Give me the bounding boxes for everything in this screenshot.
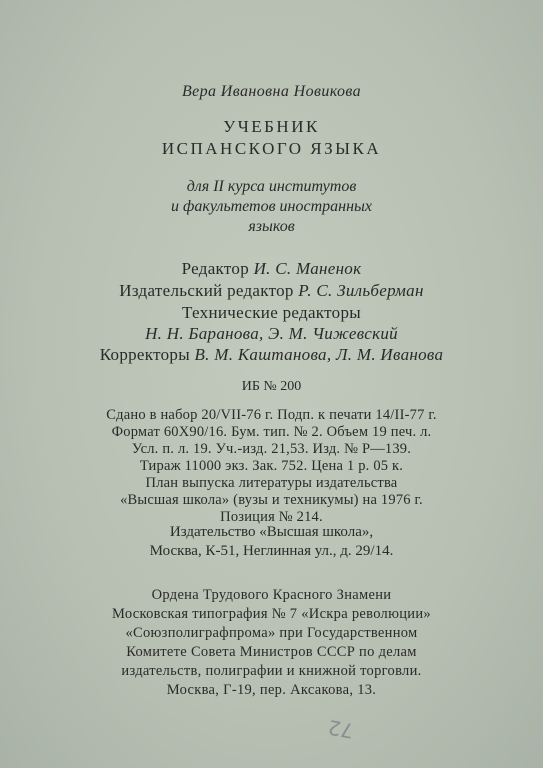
- printer-line-2: Московская типография № 7 «Искра революции»: [112, 606, 431, 622]
- imprint-line-7: Позиция № 214.: [220, 509, 323, 525]
- imprint-line-5: План выпуска литературы издательства: [145, 475, 398, 491]
- imprint-line-6: «Высшая школа» (вузы и техникумы) на 1976 г.: [120, 492, 423, 508]
- publishing-editor-credit: [0, 282, 543, 299]
- imprint-line-4: Тираж 11000 экз. Зак. 752. Цена 1 р. 05 к.: [139, 458, 404, 474]
- editor-label: Редактор: [181, 259, 249, 278]
- printer-line-5: издательств, полиграфии и книжной торговли.: [121, 663, 422, 679]
- handwritten-pencil-mark: 72: [326, 714, 356, 744]
- printer-line-3: «Союзполиграфпрома» при Государственном: [125, 625, 418, 641]
- author-name: Вера Ивановна Новикова: [181, 83, 362, 100]
- imprint-line-1: Сдано в набор 20/VII-76 г. Подп. к печати 14/II-77 г.: [106, 407, 437, 423]
- printer-line-6: Москва, Г-19, пер. Аксакова, 13.: [166, 682, 377, 698]
- proofreaders-label: Корректоры: [99, 345, 190, 364]
- printer-line-1: Ордена Трудового Красного Знамени: [151, 587, 392, 603]
- proofreaders-credit: [0, 346, 543, 363]
- editor-name: И. С. Маненок: [253, 259, 362, 278]
- publisher-line-1: Издательство «Высшая школа»,: [169, 524, 374, 540]
- printer-line-4: Комитете Совета Министров СССР по делам: [126, 644, 417, 660]
- proofreaders-names: В. М. Каштанова, Л. М. Иванова: [194, 345, 444, 364]
- tech-editors-label: Технические редакторы: [182, 303, 361, 322]
- imprint-line-2: Формат 60X90/16. Бум. тип. № 2. Объем 19 печ. л.: [111, 424, 432, 440]
- subtitle-line-1: для II курса институтов: [186, 178, 357, 195]
- publisher-line-2: Москва, К-51, Неглинная ул., д. 29/14.: [149, 543, 394, 559]
- book-title-line-2: ИСПАНСКОГО ЯЗЫКА: [161, 139, 382, 158]
- subtitle-line-2: и факультетов иностранных: [171, 198, 372, 215]
- publishing-editor-label: Издательский редактор: [119, 281, 294, 300]
- publishing-editor-name: Р. С. Зильберман: [298, 281, 424, 300]
- book-title-line-1: УЧЕБНИК: [223, 117, 320, 136]
- subtitle-line-3: языков: [248, 218, 295, 235]
- ib-number: ИБ № 200: [241, 379, 302, 394]
- editor-credit: [0, 260, 543, 277]
- imprint-line-3: Усл. п. л. 19. Уч.-изд. 21,53. Изд. № Р—139.: [131, 441, 412, 457]
- tech-editors-names: Н. Н. Баранова, Э. М. Чижевский: [145, 324, 398, 343]
